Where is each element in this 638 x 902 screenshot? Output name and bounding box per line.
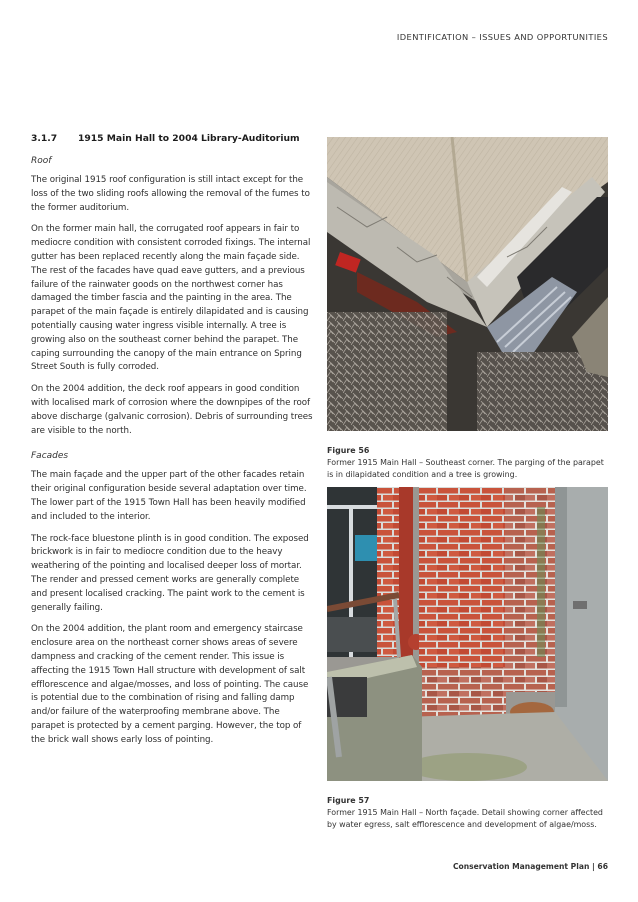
figure-57: [327, 487, 608, 831]
main-text-column: [31, 133, 313, 755]
paragraph: On the 2004 addition, the deck roof appears in good condition with localised mark of corrosion where the downpipes of the roof above discharge (galvanic corrosion). Debris of surrounding trees are visible to the north.: [31, 384, 313, 436]
running-header: IDENTIFICATION – ISSUES AND OPPORTUNITIES: [396, 32, 608, 42]
figure-56: [327, 137, 608, 481]
section-title: 1915 Main Hall to 2004 Library-Auditorium: [78, 133, 300, 144]
figure-label: Figure 57: [327, 796, 370, 805]
figure-caption-text: Former 1915 Main Hall – North façade. Detail showing corner affected by water egress, salt efflorescence and development of algae/moss.: [327, 808, 603, 829]
paragraph: The original 1915 roof configuration is still intact except for the loss of the two sliding roofs allowing the removal of the fumes to the former auditorium.: [31, 175, 310, 213]
page-footer: Conservation Management Plan | 66: [452, 862, 608, 871]
photo-north-facade-corner: [327, 487, 608, 781]
section-heading: [31, 133, 313, 144]
paragraph: The main façade and the upper part of the other facades retain their original configuration beside several adaptation over time. The lower part of the 1915 Town Hall has been heavily modified and included to the interior.: [31, 470, 307, 522]
subheading-roof: Roof: [31, 156, 52, 166]
paragraph: The rock-face bluestone plinth is in good condition. The exposed brickwork is in fair to mediocre condition due to the heavy weathering of the pointing and localised deeper loss of mortar. The render and pressed cement works are generally complete and present localised cracking. The paint work to the cement is generally failing.: [31, 533, 309, 613]
subheading-facades: Facades: [31, 451, 69, 462]
figure-caption: [327, 795, 608, 831]
section-number: 3.1.7: [31, 133, 58, 144]
photo-southeast-corner-roof: [327, 137, 608, 431]
figure-label: Figure 56: [327, 446, 370, 455]
paragraph: On the former main hall, the corrugated roof appears in fair to mediocre condition with consistent corroded fixings. The internal gutter has been replaced recently along the main façade side. The rest of the facades have quad eave gutters, and a previous failure of the rainwater goods on the northwest corner has damaged the timber fascia and the painting in the area. The parapet of the main façade is entirely dilapidated and is causing potentially causing water ingress visible internally. A tree is growing also on the southeast corner behind the parapet. The caping surrounding the canopy of the main entrance on Spring Street South is fully corroded.: [31, 224, 311, 373]
figure-caption-text: Former 1915 Main Hall – Southeast corner. The parging of the parapet is in dilapidated condition and a tree is growing.: [327, 458, 604, 479]
paragraph: On the 2004 addition, the plant room and emergency staircase enclosure area on the northeast corner shows areas of severe dampness and cracking of the cement render. This issue is affecting the 1915 Town Hall structure with development of salt efflorescence and algae/mosses, and loss of pointing. The cause is potential due to the combination of rising and falling damp and/or failure of the waterproofing membrane above. The parapet is protected by a cement parging. However, the top of the brick wall shows early loss of pointing.: [31, 624, 309, 745]
figure-caption: [327, 445, 608, 481]
